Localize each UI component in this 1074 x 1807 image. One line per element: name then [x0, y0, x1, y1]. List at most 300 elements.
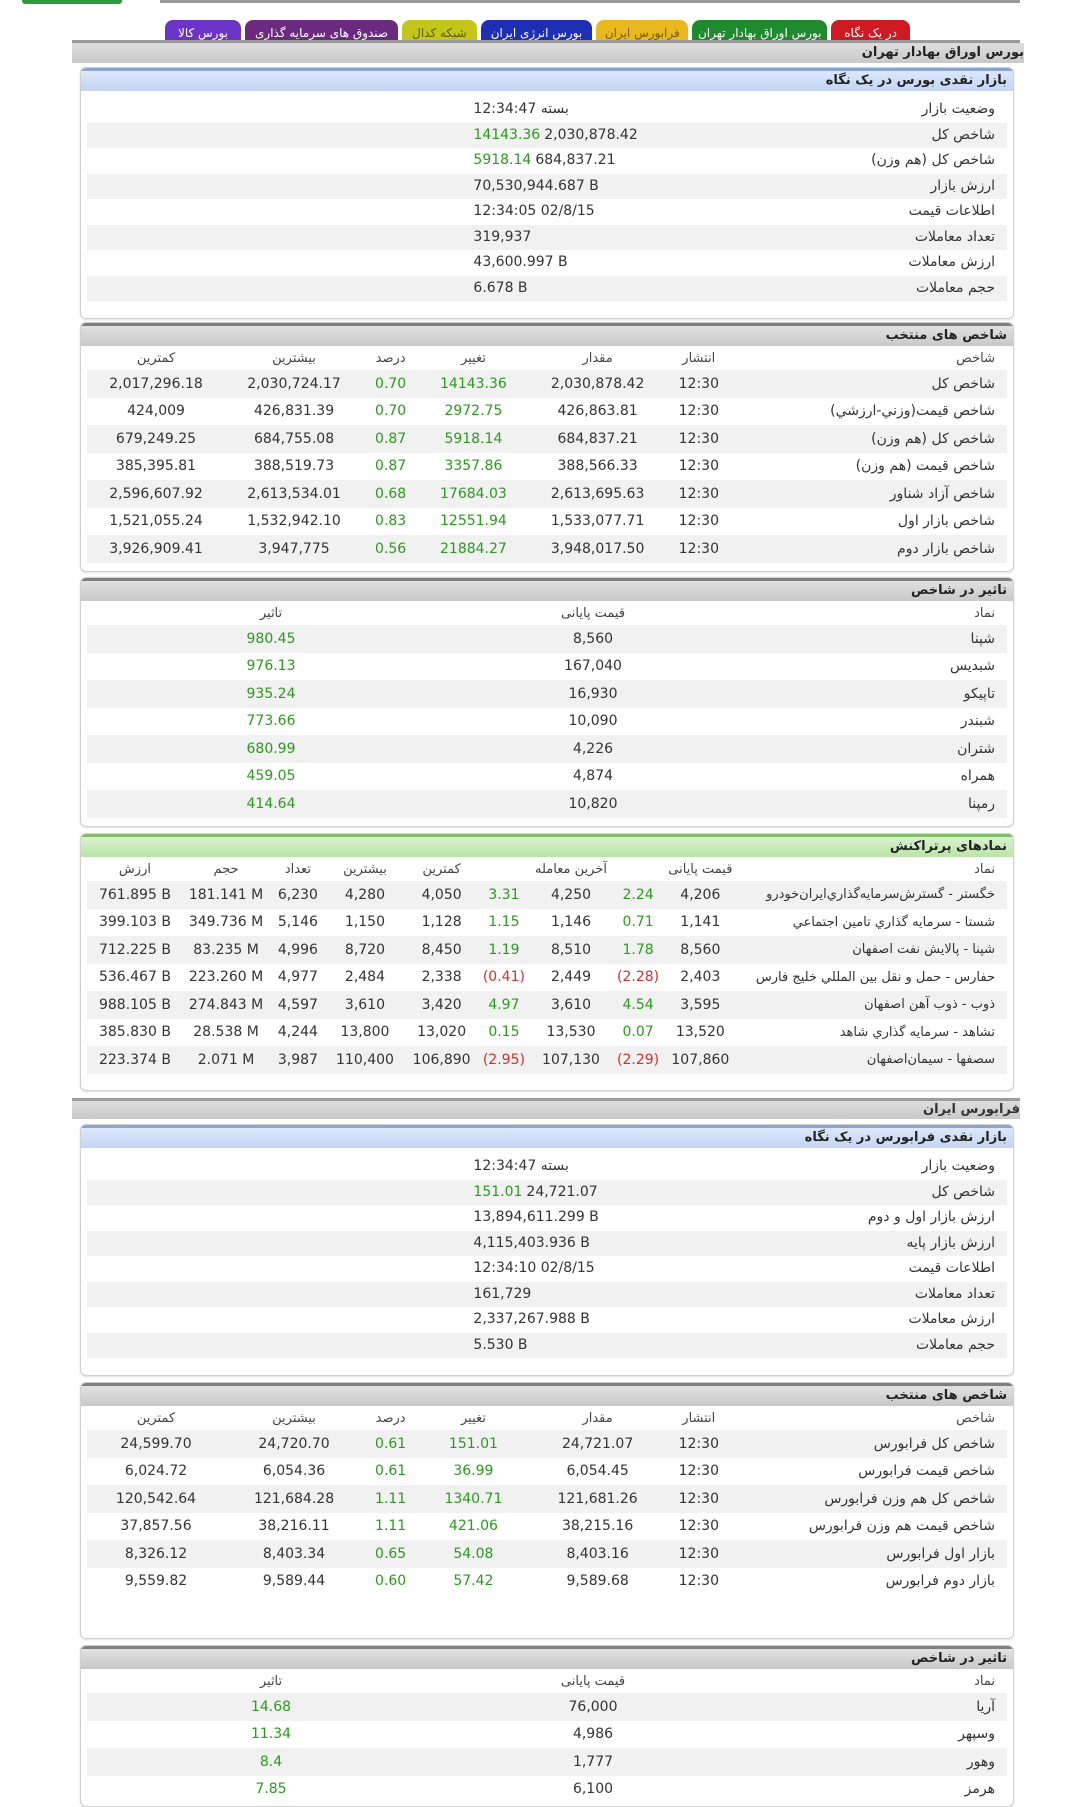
- table-row: [87, 1693, 1007, 1721]
- symbol-link[interactable]: خگستر - گسترش‌سرمايه‌گذاري‌ايران‌خودرو: [739, 881, 1007, 909]
- cell: 6,230: [269, 881, 326, 909]
- column-header: قیمت پایانی: [560, 605, 626, 621]
- tab-5[interactable]: صندوق های سرمایه گذاری: [245, 20, 398, 46]
- column-header: انتشار: [682, 350, 716, 366]
- glance-row: [87, 148, 1007, 174]
- cell: 2972.75: [444, 403, 503, 420]
- ifb-indices-title: شاخص های منتخب: [81, 1383, 1013, 1406]
- table-row: [87, 964, 1007, 992]
- table-row: [87, 1748, 1007, 1776]
- column-header: قیمت پایانی: [560, 1673, 626, 1689]
- cell: 4,206: [662, 881, 739, 909]
- tse-glance-list: [81, 91, 1013, 301]
- cell: 54.08: [418, 1540, 528, 1568]
- glance-row: [87, 1333, 1007, 1359]
- glance-value-text: 4,115,403.936 B: [473, 1234, 590, 1251]
- glance-key: شاخص کل: [931, 126, 995, 143]
- cell: 223.374 B: [87, 1046, 183, 1074]
- symbol-link[interactable]: وسپهر: [958, 1726, 995, 1743]
- cell: 120,542.64: [87, 1485, 225, 1513]
- cell: 388,566.33: [557, 458, 638, 475]
- cell: 12:30: [678, 1518, 719, 1535]
- cell: 3,987: [269, 1046, 326, 1074]
- cell: 13,020: [417, 1024, 467, 1041]
- table-row: [87, 936, 1007, 964]
- cell: شاخص کل فرابورس: [731, 1430, 1007, 1458]
- cell: 13,520: [675, 1024, 725, 1041]
- cell: 0.65: [363, 1540, 418, 1568]
- cell: 0.70: [363, 370, 418, 398]
- column-header: مقدار: [582, 350, 613, 366]
- cell: 1,150: [344, 914, 386, 931]
- column-header: کمترین: [136, 1410, 176, 1426]
- cell: 1,128: [421, 914, 462, 931]
- cell: 4,874: [572, 768, 614, 785]
- ifb-title: فرابورس ایران: [922, 1102, 1020, 1117]
- ifb-impact-box: [80, 1645, 1014, 1807]
- ifb-glance-box: [80, 1124, 1014, 1376]
- glance-key: شاخص کل: [931, 1183, 995, 1200]
- ifb-glance-list: [81, 1148, 1013, 1358]
- active-indicator: [22, 0, 122, 4]
- table-row: [87, 991, 1007, 1019]
- glance-row: [87, 1282, 1007, 1308]
- symbol-link[interactable]: آریا: [731, 1693, 1007, 1721]
- cell: 385.830 B: [98, 1024, 171, 1041]
- tse-impact-title: تاثیر در شاخص: [81, 578, 1013, 601]
- symbol-link[interactable]: تشاهد - سرمايه گذاري شاهد: [839, 1024, 995, 1040]
- glance-key: ارزش بازار پایه: [906, 1234, 995, 1251]
- glance-value-text: 6.678 B: [473, 279, 528, 296]
- symbol-link[interactable]: رمپنا: [731, 790, 1007, 818]
- glance-value-text: 5.530 B: [473, 1336, 528, 1353]
- column-header: نماد: [974, 605, 995, 621]
- cell: 1.15: [488, 914, 520, 931]
- cell: 3,947,775: [225, 535, 363, 563]
- table-row: [87, 535, 1007, 563]
- tab-4[interactable]: شبکه کدال: [402, 20, 477, 46]
- column-header: تاثیر: [259, 1673, 283, 1689]
- column-header: بیشترین: [343, 861, 387, 877]
- cell: 536.467 B: [98, 969, 171, 986]
- cell: 0.71: [622, 914, 654, 931]
- cell: 1,146: [550, 914, 592, 931]
- column-header: نماد: [974, 861, 995, 877]
- cell: 12:30: [667, 480, 731, 508]
- cell: 1,532,942.10: [247, 513, 341, 530]
- cell: 24,599.70: [87, 1430, 225, 1458]
- cell: 1.19: [480, 936, 528, 964]
- glance-key: شاخص کل (هم وزن): [871, 152, 995, 168]
- cell: 935.24: [87, 680, 455, 708]
- cell: 2,030,724.17: [225, 370, 363, 398]
- cell: 8,560: [455, 625, 731, 653]
- table-row: [87, 881, 1007, 909]
- cell: 21884.27: [418, 535, 528, 563]
- ifb-indices-box: [80, 1382, 1014, 1639]
- column-header: درصد: [375, 350, 406, 366]
- cell: 414.64: [87, 790, 455, 818]
- glance-value: [473, 225, 823, 251]
- symbol-link[interactable]: حفارس - حمل و نقل بين المللي خليج فارس: [755, 969, 995, 985]
- column-header: تاثیر: [259, 605, 283, 621]
- table-row: [87, 763, 1007, 791]
- cell: 13,530: [546, 1024, 596, 1041]
- table-row: [87, 480, 1007, 508]
- cell: 9,559.82: [124, 1573, 188, 1590]
- glance-value: [473, 1282, 823, 1308]
- cell: 773.66: [246, 713, 296, 730]
- glance-value-text: 684,837.21: [535, 152, 616, 168]
- ifb-glance-title: بازار نقدی فرابورس در یک نگاه: [81, 1125, 1013, 1148]
- glance-key: اطلاعات قیمت: [908, 203, 995, 219]
- cell: 8.4: [87, 1748, 455, 1776]
- symbol-link[interactable]: سصفها - سيمان‌اصفهان: [739, 1046, 1007, 1074]
- symbol-link[interactable]: ذوب - ذوب آهن اصفهان: [739, 991, 1007, 1019]
- cell: 2,449: [550, 969, 592, 986]
- glance-row: [87, 276, 1007, 302]
- cell: 426,831.39: [253, 403, 335, 420]
- cell: 8,510: [528, 936, 614, 964]
- cell: شاخص کل (هم وزن): [731, 425, 1007, 453]
- table-row: [87, 625, 1007, 653]
- cell: 6,054.45: [566, 1463, 629, 1480]
- cell: 3,926,909.41: [87, 535, 225, 563]
- tse-indices-table: [87, 346, 1007, 563]
- glance-value: [473, 97, 823, 123]
- cell: 4,250: [528, 881, 614, 909]
- cell: 12:30: [678, 1573, 719, 1590]
- ifb-impact-table: [87, 1669, 1007, 1803]
- column-header: انتشار: [682, 1410, 716, 1426]
- glance-key: ارزش بازار اول و دوم: [867, 1209, 995, 1225]
- table-row: [87, 1458, 1007, 1486]
- table-header: [87, 346, 1007, 370]
- table-row: [87, 708, 1007, 736]
- glance-value-text: 319,937: [473, 228, 532, 245]
- ifb-impact-title: تاثیر در شاخص: [81, 1646, 1013, 1669]
- column-header: ارزش: [118, 861, 151, 877]
- table-row: [87, 735, 1007, 763]
- symbol-link[interactable]: وهور: [731, 1748, 1007, 1776]
- cell: 2.24: [614, 881, 662, 909]
- cell: 3.31: [480, 881, 528, 909]
- column-header: حجم: [213, 861, 239, 877]
- cell: 2,596,607.92: [87, 480, 225, 508]
- cell: شاخص آزاد شناور: [731, 480, 1007, 508]
- cell: 4,986: [572, 1726, 614, 1743]
- glance-key: وضعیت بازار: [921, 1158, 995, 1174]
- cell: 38,215.16: [561, 1518, 634, 1535]
- symbol-link[interactable]: شبندر: [960, 713, 995, 730]
- cell: بازار اول فرابورس: [731, 1540, 1007, 1568]
- table-row: [87, 1485, 1007, 1513]
- cell: 8,326.12: [87, 1540, 225, 1568]
- tse-impact-box: [80, 577, 1014, 827]
- table-row: [87, 453, 1007, 481]
- cell: شاخص قیمت هم وزن فرابورس: [808, 1518, 995, 1535]
- cell: 0.70: [375, 403, 407, 420]
- glance-value: [473, 276, 823, 302]
- glance-value: [473, 1307, 823, 1333]
- glance-key: حجم معاملات: [915, 279, 995, 296]
- glance-row: [87, 1307, 1007, 1333]
- cell: 1,521,055.24: [109, 513, 203, 530]
- glance-value: [473, 1180, 823, 1206]
- cell: 0.61: [375, 1463, 407, 1480]
- cell: 8,450: [403, 936, 480, 964]
- cell: 0.15: [488, 1024, 520, 1041]
- column-header: مقدار: [582, 1410, 613, 1426]
- cell: 13,800: [340, 1024, 390, 1041]
- cell: 12:30: [678, 513, 719, 530]
- cell: 5,146: [277, 914, 318, 931]
- cell: 38,216.11: [258, 1518, 330, 1535]
- cell: 388,519.73: [253, 458, 335, 475]
- cell: 36.99: [453, 1463, 494, 1480]
- cell: 8,720: [327, 936, 404, 964]
- cell: 0.60: [375, 1573, 407, 1590]
- cell: 10,820: [455, 790, 731, 818]
- glance-change: 151.01: [473, 1183, 523, 1200]
- glance-value-text: 2,337,267.988 B: [473, 1311, 590, 1327]
- tse-top-title: نمادهای پرتراکنش: [81, 834, 1013, 857]
- cell: 2,017,296.18: [87, 370, 225, 398]
- column-header: کمترین: [136, 350, 176, 366]
- glance-change: 5918.14: [473, 152, 532, 168]
- tab-3[interactable]: بورس انرژی ایران: [481, 20, 593, 46]
- cell: 3,420: [403, 991, 480, 1019]
- table-row: [87, 370, 1007, 398]
- cell: 4,597: [269, 991, 326, 1019]
- table-row: [87, 1776, 1007, 1804]
- cell: 1,777: [455, 1748, 731, 1776]
- cell: 6,100: [572, 1781, 614, 1798]
- ifb-indices-table: [87, 1406, 1007, 1595]
- cell: 8,403.34: [225, 1540, 363, 1568]
- cell: 12:30: [678, 458, 719, 475]
- table-row: [87, 398, 1007, 426]
- cell: 399.103 B: [98, 914, 171, 931]
- cell: (2.95): [480, 1046, 528, 1074]
- glance-value: [473, 174, 823, 200]
- table-header: [87, 1406, 1007, 1430]
- cell: 8,560: [662, 936, 739, 964]
- glance-value: [473, 123, 823, 149]
- cell: 0.68: [363, 480, 418, 508]
- cell: (0.41): [482, 969, 525, 986]
- glance-value: [473, 1256, 823, 1282]
- glance-value: [473, 199, 823, 225]
- symbol-link[interactable]: هرمز: [964, 1781, 995, 1798]
- glance-key: حجم معاملات: [915, 1336, 995, 1353]
- column-header: بیشترین: [272, 350, 316, 366]
- cell: 121,684.28: [225, 1485, 363, 1513]
- cell: 2,484: [344, 969, 386, 986]
- cell: 12:30: [667, 1430, 731, 1458]
- cell: بازار دوم فرابورس: [885, 1573, 995, 1590]
- cell: 980.45: [87, 625, 455, 653]
- symbol-link[interactable]: همراه: [960, 768, 995, 785]
- cell: 107,130: [528, 1046, 614, 1074]
- cell: 76,000: [455, 1693, 731, 1721]
- glance-value: [473, 250, 823, 276]
- glance-row: [87, 174, 1007, 200]
- cell: 0.07: [622, 1024, 654, 1041]
- cell: 0.87: [375, 458, 407, 475]
- table-row: [87, 909, 1007, 937]
- glance-key: تعداد معاملات: [914, 228, 995, 245]
- glance-change: 14143.36: [473, 126, 541, 143]
- cell: 12:30: [667, 425, 731, 453]
- column-header: کمترین: [422, 861, 461, 877]
- table-row: [87, 1513, 1007, 1541]
- cell: 8,403.16: [529, 1540, 667, 1568]
- cell: 28.538 M: [193, 1024, 259, 1041]
- glance-row: [87, 1180, 1007, 1206]
- cell: 426,863.81: [557, 403, 638, 420]
- symbol-link[interactable]: شستا - سرمايه گذاري تامين اجتماعي: [792, 914, 995, 930]
- cell: 4,280: [327, 881, 404, 909]
- cell: 0.56: [363, 535, 418, 563]
- cell: 12:30: [678, 1463, 719, 1480]
- tab-1[interactable]: بورس اوراق بهادار تهران: [692, 20, 827, 46]
- glance-value-text: 43,600.997 B: [473, 254, 568, 270]
- glance-value-text: 12:34:05 02/8/15: [473, 203, 595, 219]
- cell: 988.105 B: [87, 991, 183, 1019]
- cell: 3,610: [327, 991, 404, 1019]
- symbol-link[interactable]: شبدیس: [949, 658, 995, 675]
- tab-0[interactable]: در یک نگاه: [831, 20, 910, 46]
- glance-value-text: 2,030,878.42: [544, 126, 638, 143]
- cell: 2.071 M: [183, 1046, 269, 1074]
- cell: 0.61: [363, 1430, 418, 1458]
- cell: 12:30: [667, 1485, 731, 1513]
- column-header: درصد: [375, 1410, 406, 1426]
- cell: 3,595: [662, 991, 739, 1019]
- symbol-link[interactable]: شتران: [731, 735, 1007, 763]
- column-header: شاخص: [956, 350, 995, 366]
- cell: 37,857.56: [120, 1518, 192, 1535]
- cell: 684,837.21: [529, 425, 667, 453]
- table-row: [87, 1568, 1007, 1596]
- column-header: بیشترین: [272, 1410, 316, 1426]
- cell: 684,755.08: [225, 425, 363, 453]
- cell: 2,613,534.01: [225, 480, 363, 508]
- glance-row: [87, 1256, 1007, 1282]
- cell: 2,030,878.42: [529, 370, 667, 398]
- cell: 107,860: [662, 1046, 739, 1074]
- tse-title: بورس اوراق بهادار تهران: [72, 43, 1024, 63]
- cell: 7.85: [255, 1781, 287, 1798]
- cell: 106,890: [403, 1046, 480, 1074]
- glance-key: تعداد معاملات: [914, 1285, 995, 1302]
- column-header: تعداد: [284, 861, 311, 877]
- column-header: [614, 857, 662, 881]
- glance-key: ارزش معاملات: [908, 1311, 995, 1327]
- ifb-section: [72, 1098, 1020, 1119]
- cell: شاخص قیمت(وزني-ارزشي): [830, 403, 995, 420]
- cell: 12:30: [667, 370, 731, 398]
- tab-6[interactable]: بورس کالا: [165, 20, 241, 46]
- cell: 0.87: [363, 425, 418, 453]
- cell: 3,948,017.50: [529, 535, 667, 563]
- cell: 14.68: [87, 1693, 455, 1721]
- cell: شاخص بازار اول: [897, 513, 995, 530]
- cell: 976.13: [246, 658, 296, 675]
- symbol-link[interactable]: تاپیکو: [731, 680, 1007, 708]
- glance-value: [473, 148, 823, 174]
- cell: 12:30: [678, 403, 719, 420]
- cell: 4,996: [269, 936, 326, 964]
- cell: 9,589.44: [262, 1573, 326, 1590]
- cell: 12:30: [667, 1540, 731, 1568]
- cell: 4.97: [480, 991, 528, 1019]
- table-header: [87, 857, 1007, 881]
- cell: (2.29): [614, 1046, 662, 1074]
- cell: 2,613,695.63: [529, 480, 667, 508]
- table-row: [87, 508, 1007, 536]
- cell: 121,681.26: [529, 1485, 667, 1513]
- cell: 459.05: [246, 768, 296, 785]
- cell: 274.843 M: [183, 991, 269, 1019]
- cell: 14143.36: [418, 370, 528, 398]
- column-header: تغییر: [460, 1410, 486, 1426]
- cell: 4,226: [455, 735, 731, 763]
- glance-key: ارزش معاملات: [908, 254, 995, 270]
- cell: 761.895 B: [87, 881, 183, 909]
- glance-value: [473, 1205, 823, 1231]
- table-header: [87, 1669, 1007, 1693]
- glance-value: [473, 1333, 823, 1359]
- table-row: [87, 1046, 1007, 1074]
- glance-key: اطلاعات قیمت: [908, 1260, 995, 1276]
- tse-indices-title: شاخص های منتخب: [81, 323, 1013, 346]
- cell: 167,040: [564, 658, 622, 675]
- cell: 10,090: [568, 713, 618, 730]
- cell: 1.78: [614, 936, 662, 964]
- glance-value: [473, 1154, 823, 1180]
- column-header: نماد: [974, 1673, 995, 1689]
- cell: شاخص بازار دوم: [731, 535, 1007, 563]
- cell: 2,403: [680, 969, 721, 986]
- cell: شاخص کل هم وزن فرابورس: [731, 1485, 1007, 1513]
- cell: 4.54: [614, 991, 662, 1019]
- glance-value-text: 24,721.07: [526, 1183, 598, 1200]
- symbol-link[interactable]: شپنا - پالايش نفت اصفهان: [739, 936, 1007, 964]
- cell: (2.28): [617, 969, 660, 986]
- glance-value-text: 12:34:47 بسته: [473, 1158, 569, 1174]
- tse-indices-box: [80, 322, 1014, 572]
- table-row: [87, 425, 1007, 453]
- cell: 385,395.81: [115, 458, 197, 475]
- cell: 110,400: [327, 1046, 404, 1074]
- glance-value-text: 12:34:47 بسته: [473, 101, 569, 117]
- cell: 2,338: [421, 969, 462, 986]
- tse-top-box: [80, 833, 1014, 1091]
- glance-row: [87, 1205, 1007, 1231]
- tab-2[interactable]: فرابورس ایران: [596, 20, 688, 46]
- symbol-link[interactable]: شپنا: [731, 625, 1007, 653]
- cell: 4,977: [277, 969, 318, 986]
- column-header: آخرین معامله: [535, 861, 607, 877]
- glance-value-text: 13,894,611.299 B: [473, 1209, 599, 1225]
- glance-row: [87, 225, 1007, 251]
- cell: 11.34: [250, 1726, 292, 1743]
- cell: 4,050: [403, 881, 480, 909]
- cell: 181.141 M: [183, 881, 269, 909]
- cell: 151.01: [418, 1430, 528, 1458]
